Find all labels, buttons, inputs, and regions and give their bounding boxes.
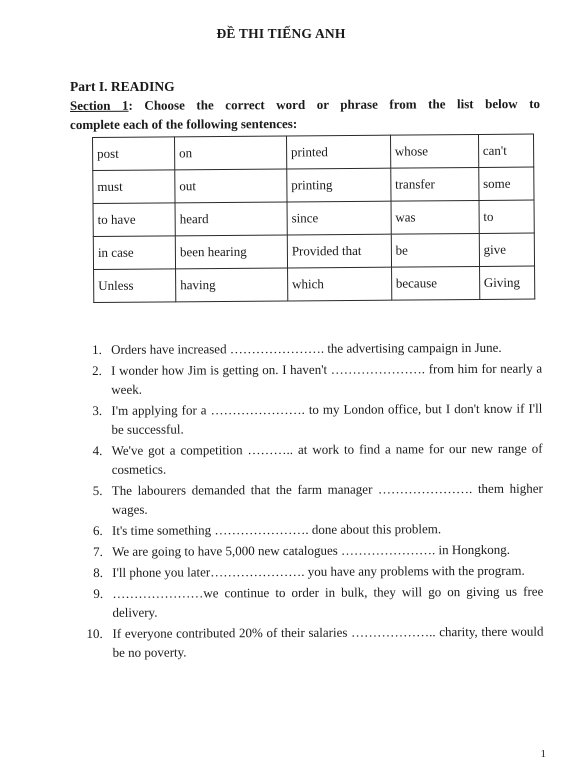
question-text: Orders have increased …………………. the advertising campaign in June. bbox=[111, 339, 502, 357]
page-title: ĐỀ THI TIẾNG ANH bbox=[216, 26, 346, 41]
question-number: 7. bbox=[93, 543, 103, 559]
question-item bbox=[93, 561, 543, 582]
table-cell: printing bbox=[287, 168, 391, 202]
question-number: 10. bbox=[86, 625, 103, 642]
table-row bbox=[93, 200, 534, 236]
question-item bbox=[93, 439, 543, 479]
question-text: I wonder how Jim is getting on. I haven't …………………. from him for nearly a week. bbox=[111, 360, 543, 397]
table-cell: Giving bbox=[479, 266, 535, 299]
question-text: It's time something …………………. done about this problem. bbox=[111, 521, 442, 538]
table-cell: on bbox=[175, 136, 287, 170]
table-row bbox=[93, 233, 534, 269]
table-row bbox=[93, 167, 534, 203]
question-number: 1. bbox=[92, 341, 102, 357]
table-cell: was bbox=[391, 200, 479, 234]
table-cell: since bbox=[287, 201, 391, 235]
table-cell: some bbox=[478, 167, 534, 200]
table-cell: can't bbox=[478, 134, 534, 167]
table-cell: be bbox=[391, 233, 479, 267]
table-cell: having bbox=[176, 268, 288, 302]
question-item bbox=[92, 338, 542, 359]
question-item bbox=[93, 479, 543, 519]
part-title: Part I. READING bbox=[70, 79, 175, 94]
question-item bbox=[92, 399, 542, 439]
question-item bbox=[86, 622, 544, 662]
table-cell: to bbox=[479, 200, 535, 233]
table-cell: in case bbox=[93, 236, 175, 270]
question-number: 9. bbox=[93, 585, 104, 601]
table-cell: been hearing bbox=[175, 235, 287, 269]
table-cell: because bbox=[391, 266, 479, 300]
question-text: We've got a competition ……….. at work to find a name for our new range of cosmetics. bbox=[111, 440, 543, 477]
section-instruction bbox=[70, 95, 540, 114]
question-number: 5. bbox=[92, 482, 103, 498]
question-text: I'm applying for a …………………. to my London office, but I don't know if I'll be successful. bbox=[111, 400, 543, 437]
table-cell: give bbox=[479, 233, 535, 266]
question-list bbox=[86, 338, 544, 664]
question-text: We are going to have 5,000 new catalogues …………………. in Hongkong. bbox=[112, 541, 511, 559]
table-cell: whose bbox=[390, 134, 478, 168]
table-cell: out bbox=[175, 169, 287, 203]
question-text: The labourers demanded that the farm manager …………………. them higher wages. bbox=[111, 480, 543, 517]
question-number: 2. bbox=[92, 362, 102, 378]
table-cell: to have bbox=[93, 203, 175, 237]
table-cell: post bbox=[93, 137, 175, 171]
table-cell: Provided that bbox=[287, 234, 391, 268]
question-number: 6. bbox=[92, 522, 103, 538]
question-text: …………………we continue to order in bulk, they will go on giving us free delivery. bbox=[112, 583, 544, 620]
question-item bbox=[93, 540, 543, 561]
question-number: 4. bbox=[92, 442, 103, 458]
question-text: If everyone contributed 20% of their salaries ……………….. charity, there would be no poverty. bbox=[112, 623, 544, 660]
question-text: I'll phone you later…………………. you have any problems with the program. bbox=[112, 562, 525, 580]
question-item bbox=[92, 359, 542, 399]
table-cell: printed bbox=[286, 135, 390, 169]
word-table bbox=[92, 134, 535, 303]
question-item bbox=[93, 582, 543, 622]
question-number: 8. bbox=[93, 564, 104, 580]
section-instruction-line2: complete each of the following sentences: bbox=[70, 116, 298, 132]
question-item bbox=[93, 519, 543, 540]
table-row bbox=[94, 266, 535, 302]
table-cell: which bbox=[287, 267, 391, 301]
page-number: 1 bbox=[540, 748, 546, 760]
section-instruction-line1: : Choose the correct word or phrase from the list below to bbox=[128, 95, 541, 113]
table-cell: must bbox=[93, 170, 175, 204]
table-cell: Unless bbox=[94, 269, 176, 303]
table-cell: heard bbox=[175, 202, 287, 236]
table-cell: transfer bbox=[390, 167, 478, 201]
table-row bbox=[93, 134, 534, 170]
section-label: Section 1 bbox=[70, 97, 129, 113]
question-number: 3. bbox=[92, 402, 103, 418]
